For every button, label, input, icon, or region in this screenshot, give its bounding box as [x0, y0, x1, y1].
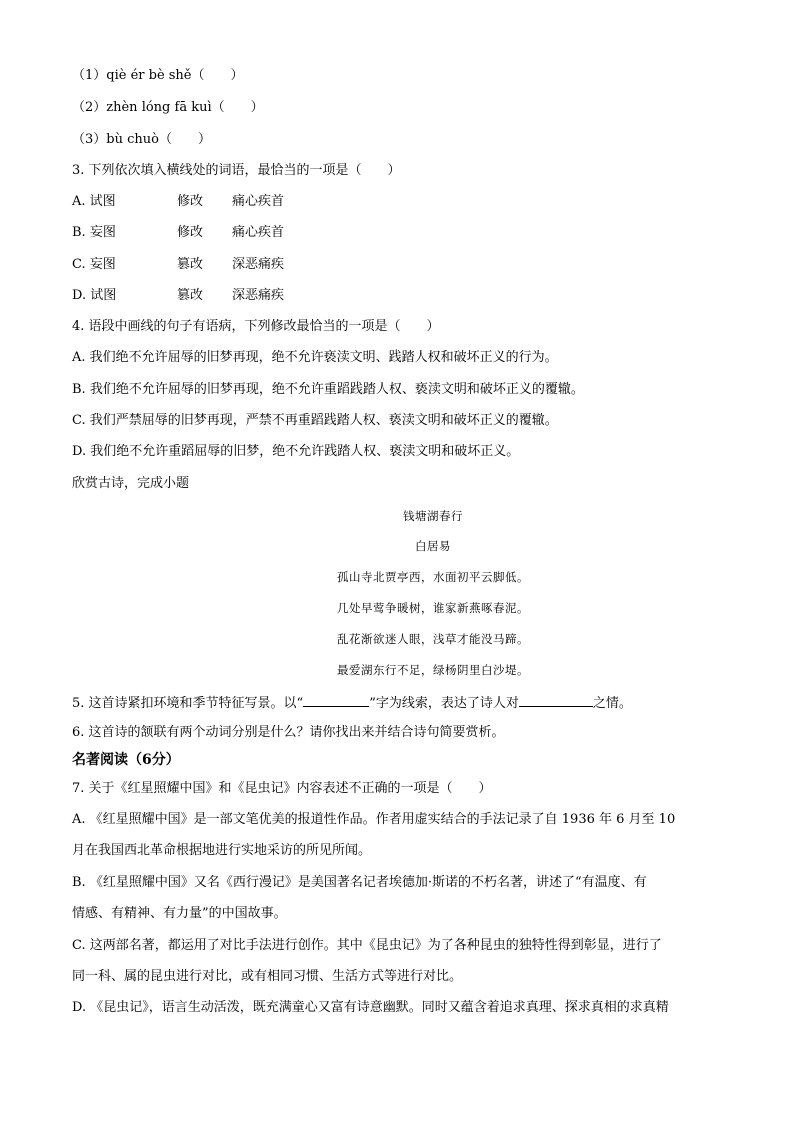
q4-option-b: B. 我们绝不允许屈辱的旧梦再现，绝不允许重蹈践踏人权、亵渎文明和破坏正义的覆辙。: [72, 382, 584, 397]
q4-option-c: C. 我们严禁屈辱的旧梦再现，严禁不再重蹈践踏人权、亵渎文明和破坏正义的覆辙。: [72, 413, 558, 428]
poem-line: 最爱湖东行不足，绿杨阴里白沙堤。: [337, 663, 529, 677]
q7-option-b-line-2: 情感、有精神、有力量”的中国故事。: [72, 906, 287, 921]
q7-option-d-line-1: D. 《昆虫记》，语言生动活泼，既充满童心又富有诗意幽默。同时又蕴含着追求真理、探求真相的求真精: [72, 1000, 669, 1015]
question-6: 6. 这首诗的颔联有两个动词分别是什么？请你找出来并结合诗句简要赏析。: [72, 725, 505, 740]
option-word-2: 修改: [177, 194, 204, 209]
option-word-2: 篡改: [177, 257, 204, 272]
poem-line: 孤山寺北贾亭西，水面初平云脚低。: [337, 570, 529, 584]
q3-option-a: [72, 194, 285, 210]
q3-option-b: [72, 225, 285, 241]
answer-blank[interactable]: [303, 694, 369, 707]
option-word-3: 深恶痛疾: [232, 288, 285, 303]
question-7-stem: 7. 关于《红星照耀中国》和《昆虫记》内容表述不正确的一项是（ ）: [72, 781, 492, 796]
q7-option-b-line-1: B. 《红星照耀中国》又名《西行漫记》是美国著名记者埃德加·斯诺的不朽名著，讲述了“有温度、有: [72, 875, 647, 890]
q7-option-c-line-1: C. 这两部名著，都运用了对比手法进行创作。其中《昆虫记》为了各种昆虫的独特性得到彰显，进行了: [72, 938, 662, 953]
option-letter: C. 妄图: [72, 257, 116, 272]
pinyin-item-2: （2）zhèn lóng fā kuì（ ）: [72, 100, 264, 115]
option-letter: D. 试图: [72, 288, 117, 303]
poem-title: 钱塘湖春行: [403, 509, 463, 523]
q4-option-a: A. 我们绝不允许屈辱的旧梦再现，绝不允许亵渎文明、践踏人权和破坏正义的行为。: [72, 350, 558, 365]
section-heading: 名著阅读（6分）: [72, 752, 180, 768]
poem-section-intro: 欣赏古诗，完成小题: [72, 476, 190, 491]
answer-blank[interactable]: [519, 694, 593, 707]
pinyin-item-1: （1）qiè ér bè shě（ ）: [72, 68, 244, 83]
option-word-3: 痛心疾首: [232, 225, 285, 240]
q7-option-c-line-2: 同一科、属的昆虫进行对比，或有相同习惯、生活方式等进行对比。: [72, 969, 463, 984]
question-3-stem: 3. 下列依次填入横线处的词语，最恰当的一项是（ ）: [72, 163, 401, 178]
q7-option-a-line-2: 月在我国西北革命根据地进行实地采访的所见所闻。: [72, 843, 372, 858]
q4-option-d: D. 我们绝不允许重蹈屈辱的旧梦，绝不允许践踏人权、亵渎文明和破坏正义。: [72, 444, 520, 459]
poem-line: 几处早莺争暖树，谁家新燕啄春泥。: [337, 601, 529, 615]
option-letter: B. 妄图: [72, 225, 116, 240]
option-letter: A. 试图: [72, 194, 116, 209]
q7-option-a-line-1: A. 《红星照耀中国》是一部文笔优美的报道性作品。作者用虚实结合的手法记录了自 1936 年 6 月至 10: [72, 812, 676, 827]
poem-line: 乱花渐欲迷人眼，浅草才能没马蹄。: [337, 632, 529, 646]
pinyin-item-3: （3）bù chuò（ ）: [72, 132, 211, 147]
option-word-3: 深恶痛疾: [232, 257, 285, 272]
question-4-stem: 4. 语段中画线的句子有语病，下列修改最恰当的一项是（ ）: [72, 319, 440, 334]
option-word-2: 篡改: [177, 288, 204, 303]
option-word-2: 修改: [177, 225, 204, 240]
option-word-3: 痛心疾首: [232, 194, 285, 209]
q3-option-d: [72, 288, 285, 304]
question-5: 5. 这首诗紧扣环境和季节特征写景。以“ ”字为线索，表达了诗人对 之情。: [72, 696, 632, 711]
q3-option-c: [72, 257, 285, 273]
poem-author: 白居易: [415, 539, 451, 553]
